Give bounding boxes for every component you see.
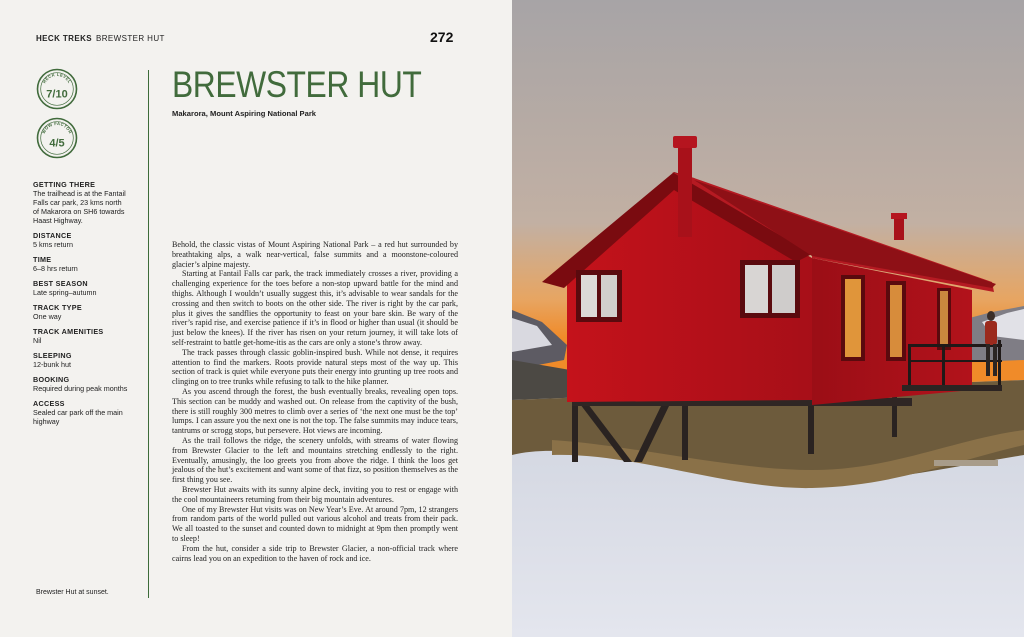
detail-key: ACCESS (33, 399, 65, 408)
wow-factor-value: 4/5 (49, 137, 65, 150)
paragraph: The track passes through classic goblin-inspired bush. While not dense, it requires attention to find the markers. Roots provide natural steps most of the way up. This section of track is quiet while everyone puts their energy into grunting up tree roots and clinging on to tree trunks while refusing to talk to the hike planner. (172, 347, 458, 387)
paragraph: Behold, the classic vistas of Mount Aspiring National Park – a red hut surrounded by breathtaking alps, a walk near-vertical, false summits and a moonstone-coloured glacier’s alpine majesty. (172, 240, 458, 269)
heck-level-value: 7/10 (46, 88, 68, 101)
detail-key: TRACK TYPE (33, 303, 82, 312)
hut-at-sunset-illustration (512, 0, 1024, 637)
running-header (36, 34, 165, 43)
detail-value: The trailhead is at the Fantail Falls car park, 23 kms north of Makarora on SH6 towards Haast Highway. (33, 189, 126, 225)
detail-key: DISTANCE (33, 231, 72, 240)
photo-caption: Brewster Hut at sunset. (36, 589, 109, 596)
detail-value: Nil (33, 336, 42, 345)
paragraph: One of my Brewster Hut visits was on New Year’s Eve. At around 7pm, 12 strangers from random parts of the world pulled out various alcohol and treats from their pack. We all toasted to the sunset and counted down to midnight at 9pm then promptly went to sleep! (172, 504, 458, 543)
wow-factor-label: WOW FACTOR (40, 120, 74, 135)
page-title: BREWSTER HUT (172, 64, 422, 105)
detail-key: TRACK AMENITIES (33, 327, 104, 336)
detail-key: SLEEPING (33, 351, 72, 360)
trip-details (33, 180, 128, 426)
body-text (172, 240, 458, 563)
page-number: 272 (430, 29, 454, 45)
wow-factor-badge (36, 117, 78, 159)
detail-key: TIME (33, 255, 52, 264)
page-subtitle: Makarora, Mount Aspiring National Park (172, 109, 317, 118)
detail-value: Late spring–autumn (33, 288, 97, 297)
series-name: HECK TREKS (36, 34, 93, 43)
detail-value: 5 kms return (33, 240, 73, 249)
detail-value: 6–8 hrs return (33, 264, 78, 273)
heck-level-badge (36, 68, 78, 110)
paragraph: Starting at Fantail Falls car park, the track immediately crosses a river, providing a challenging experience for the toes before a non-stop upward battle for the mind and thighs. Although I wouldn’t usually suggest this, it’s advisable to wear sandals for the crossing and then switch to boots on the other side. The river is right by the car park, plus it gives the sandflies the opportunity to feast on your bare skin. Be wary of the river’s rapid rise, and exercise patience if it’s in flood or higher than usual (it should be just below the knees). If the river has risen on your return journey, it will take lots of self-restraint to battle get-home-itis as the cars are only a stone’s throw away. (172, 269, 458, 347)
detail-key: BOOKING (33, 375, 70, 384)
detail-value: Required during peak months (33, 384, 128, 393)
paragraph: As the trail follows the ridge, the scenery unfolds, with streams of water flowing from Brewster Glacier to the left and mountains stretching endlessly to the right. Eventually, amusingly, the loo greets you from above the ridge. I think the loos get jealous of the hut’s excitement and want some of that fizz, so position themselves as the first thing you see. (172, 435, 458, 485)
paragraph: From the hut, consider a side trip to Brewster Glacier, a non-official track where cairns lead you on an expedition to the haven of rock and ice. (172, 543, 458, 563)
heck-level-label: HECK LEVEL (41, 71, 73, 85)
detail-value: Sealed car park off the main highway (33, 408, 123, 426)
detail-key: GETTING THERE (33, 180, 96, 189)
hut-photo (512, 0, 1024, 637)
column-divider (148, 70, 149, 598)
svg-text:HECK LEVEL (42, 72, 73, 84)
paragraph: As you ascend through the forest, the bush eventually breaks, revealing open tops. This section can be muddy and washed out. On release from the captivity of the bush, there is still roughly 300 metres to climb over a series of ‘the next one must be the top’ lumps. I can assure you the next one is not the top. The false summits may induce tears, tantrums or scrogg stops, but persevere. Hot views are incoming. (172, 386, 458, 436)
detail-value: 12-bunk hut (33, 360, 71, 369)
section-name: BREWSTER HUT (96, 34, 165, 43)
paragraph: Brewster Hut awaits with its sunny alpine deck, inviting you to rest or engage with the cool mountaineers returning from their big mountain adventures. (172, 484, 458, 504)
detail-value: One way (33, 312, 62, 321)
detail-key: BEST SEASON (33, 279, 88, 288)
